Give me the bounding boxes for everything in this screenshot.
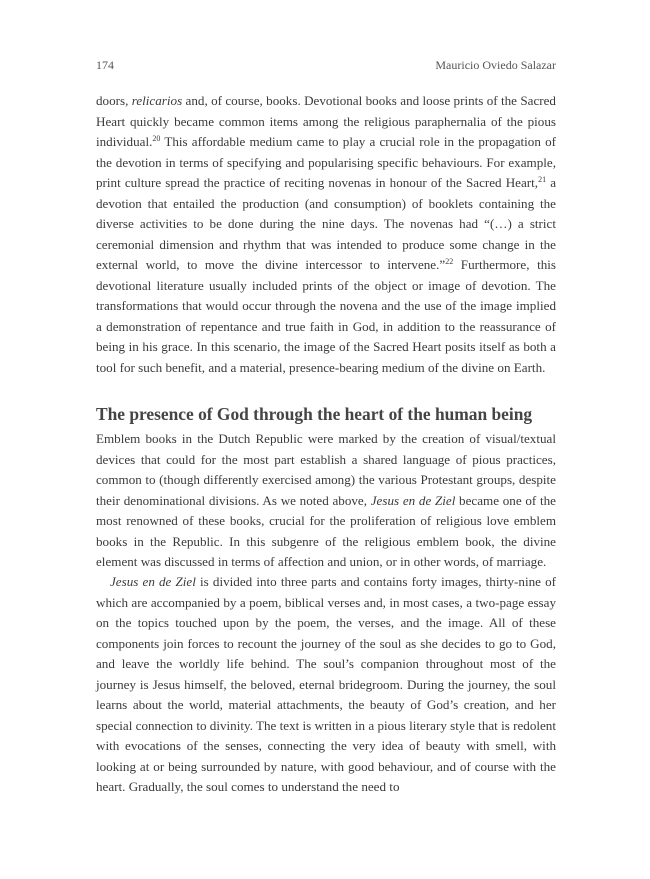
text-segment: and, of course, books. Devotional books and loose prints of the Sacred Heart quickly became common items among the religious paraphernalia of the pious individual. <box>96 93 556 149</box>
text-segment: Emblem books in the Dutch Republic were marked by the creation of visual/textual devices that could for the most part establish a shared language of pious practices, common to (though differently exercised among) the various Protestant groups, despite their denominational divisions. As we noted above, <box>96 431 556 508</box>
page-number: 174 <box>96 58 114 72</box>
text-segment: is divided into three parts and contains forty images, thirty-nine of which are accompanied by a poem, biblical verses and, in most cases, a two-page essay on the topics touched upon by the poem, the verses, and the image. All of these components join forces to recount the journey of the soul as she decides to go to God, and leave the worldly life behind. The soul’s companion throughout most of the journey is Jesus himself, the beloved, eternal bridegroom. During the journey, the soul learns about the world, material attachments, the beauty of God’s creation, and her special connection to divinity. The text is written in a pious literary style that is redolent with evocations of the senses, connecting the very idea of beauty with smell, with looking at or being surrounded by nature, with good behaviour, and of course with the heart. Gradually, the soul comes to understand the need to <box>96 574 556 794</box>
italic-title: Jesus en de Ziel <box>370 492 456 508</box>
text-segment: a devotion that entailed the production (and consumption) of booklets containing the diverse activities to be done during the nine days. The novenas had “(…) a strict ceremonial dimension and rhythm that was intended to produce some change in the external world, to move the divine intercessor to intervene.” <box>96 175 556 272</box>
body-paragraph <box>96 91 556 378</box>
text-segment: This affordable medium came to play a crucial role in the propagation of the devotion in terms of specifying and popularising specific behaviours. For example, print culture spread the practice of reciting novenas in honour of the Sacred Heart, <box>96 134 556 190</box>
section-paragraph-2 <box>96 572 556 798</box>
section-heading: The presence of God through the heart of the human being <box>96 404 533 424</box>
italic-term: relicarios <box>131 93 183 108</box>
section-paragraph-1 <box>96 429 556 573</box>
text-segment: doors, <box>96 93 132 108</box>
footnote-ref-20[interactable]: 20 <box>152 134 161 143</box>
footnote-ref-22[interactable]: 22 <box>445 257 454 266</box>
running-head: Mauricio Oviedo Salazar <box>435 58 556 72</box>
footnote-ref-21[interactable]: 21 <box>538 175 547 184</box>
italic-title: Jesus en de Ziel <box>110 574 196 589</box>
text-segment: became one of the most renowned of these books, crucial for the proliferation of religious love emblem books in the Republic. In this subgenre of the religious emblem book, the divine element was discussed in terms of affection and union, or in other words, of marriage. <box>96 492 556 569</box>
text-segment: Furthermore, this devotional literature usually included prints of the object or image of devotion. The transformations that would occur through the novena and the use of the image implied a demonstration of repentance and true faith in God, in addition to the reassurance of being in his grace. In this scenario, the image of the Sacred Heart posits itself as both a tool for such benefit, and a material, presence-bearing medium of the divine on Earth. <box>96 257 556 375</box>
page-header <box>96 58 556 78</box>
